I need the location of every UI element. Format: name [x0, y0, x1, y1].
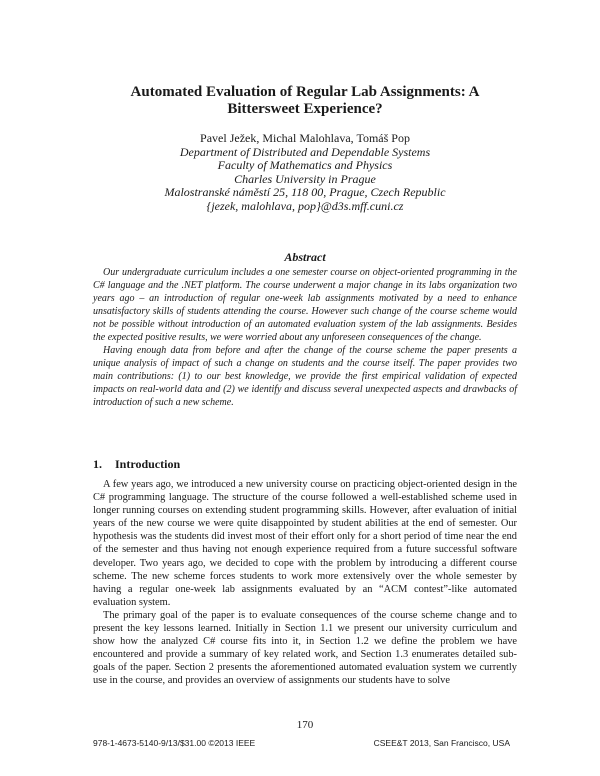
abstract-heading: Abstract — [284, 250, 326, 264]
section-number: 1. — [93, 457, 102, 471]
body-paragraph: A few years ago, we introduced a new university course on practicing object-oriented design in the C# programming language. The structure of the course followed a well-established scheme used in longer running courses on extending student programming skills. However, after evaluation of initial years of the new course we were quite disappointed by student abilities at the end of semester. Our hypothesis was the students did invest most of their effort only for a short period of time near the end of the semester and thus having not enough experience required from a future successful software developer. Two years ago, we decided to cope with the problem by introducing a different course scheme. The new scheme forces students to work more extensively over the whole semester by having a regular one-week lab assignments evaluated by an “ACM contest”-like automated evaluation system. — [93, 479, 517, 608]
abstract-paragraph: Our undergraduate curriculum includes a one semester course on object-oriented programming in the C# language and the .NET platform. The course underwent a major change in its labs organization two years ago – an introduction of regular one-week lab assignments motivated by a need to enhance unsatisfactory skills of students attending the course. However such change of the course scheme would not be possible without introduction of an automated evaluation system of the lab assignments. Besides the expected positive results, we were worried about any unforeseen consequences of the change. — [93, 267, 517, 343]
author-names: Pavel Ježek, Michal Malohlava, Tomáš Pop — [200, 131, 410, 145]
affiliation-faculty: Faculty of Mathematics and Physics — [217, 158, 393, 172]
footer-conference: CSEE&T 2013, San Francisco, USA — [373, 738, 510, 748]
affiliation-university: Charles University in Prague — [234, 171, 376, 186]
author-emails: {jezek, malohlava, pop}@d3s.mff.cuni.cz — [206, 198, 404, 213]
body-paragraph: The primary goal of the paper is to evaluate consequences of the course scheme change and to present the key lessons learned. Initially in Section 1.1 we present our university curriculum and show how the analyzed C# course fits into it, in Section 1.2 we define the problem we have encountered and provide a summary of key related work, and Section 1.3 enumerates detailed sub-goals of the paper. Section 2 presents the aforementioned automated evaluation system we currently use in the course, and provides an overview of assignments our students have to solve — [93, 609, 517, 687]
section-title: Introduction — [115, 457, 181, 471]
introduction-body — [93, 478, 517, 688]
paper-title: Automated Evaluation of Regular Lab Assignments: A Bittersweet Experience? — [130, 84, 480, 117]
footer-isbn: 978-1-4673-5140-9/13/$31.00 ©2013 IEEE — [93, 738, 256, 748]
affiliation-address: Malostranské náměstí 25, 118 00, Prague, Czech Republic — [164, 185, 446, 199]
page-number: 170 — [296, 719, 314, 731]
affiliation-department: Department of Distributed and Dependable Systems — [179, 144, 431, 159]
abstract-body — [93, 266, 517, 409]
abstract-paragraph: Having enough data from before and after the change of the course scheme the paper presents a unique analysis of impact of such a change on students and the course itself. The paper provides two main contributions: (1) to our best knowledge, we provide the first empirical validation of expected impacts on real-world data and (2) we identify and discuss several unexpected aspects and drawbacks of introduction of such a new scheme. — [93, 345, 517, 408]
section-heading-introduction — [93, 457, 180, 472]
author-block — [120, 132, 490, 213]
